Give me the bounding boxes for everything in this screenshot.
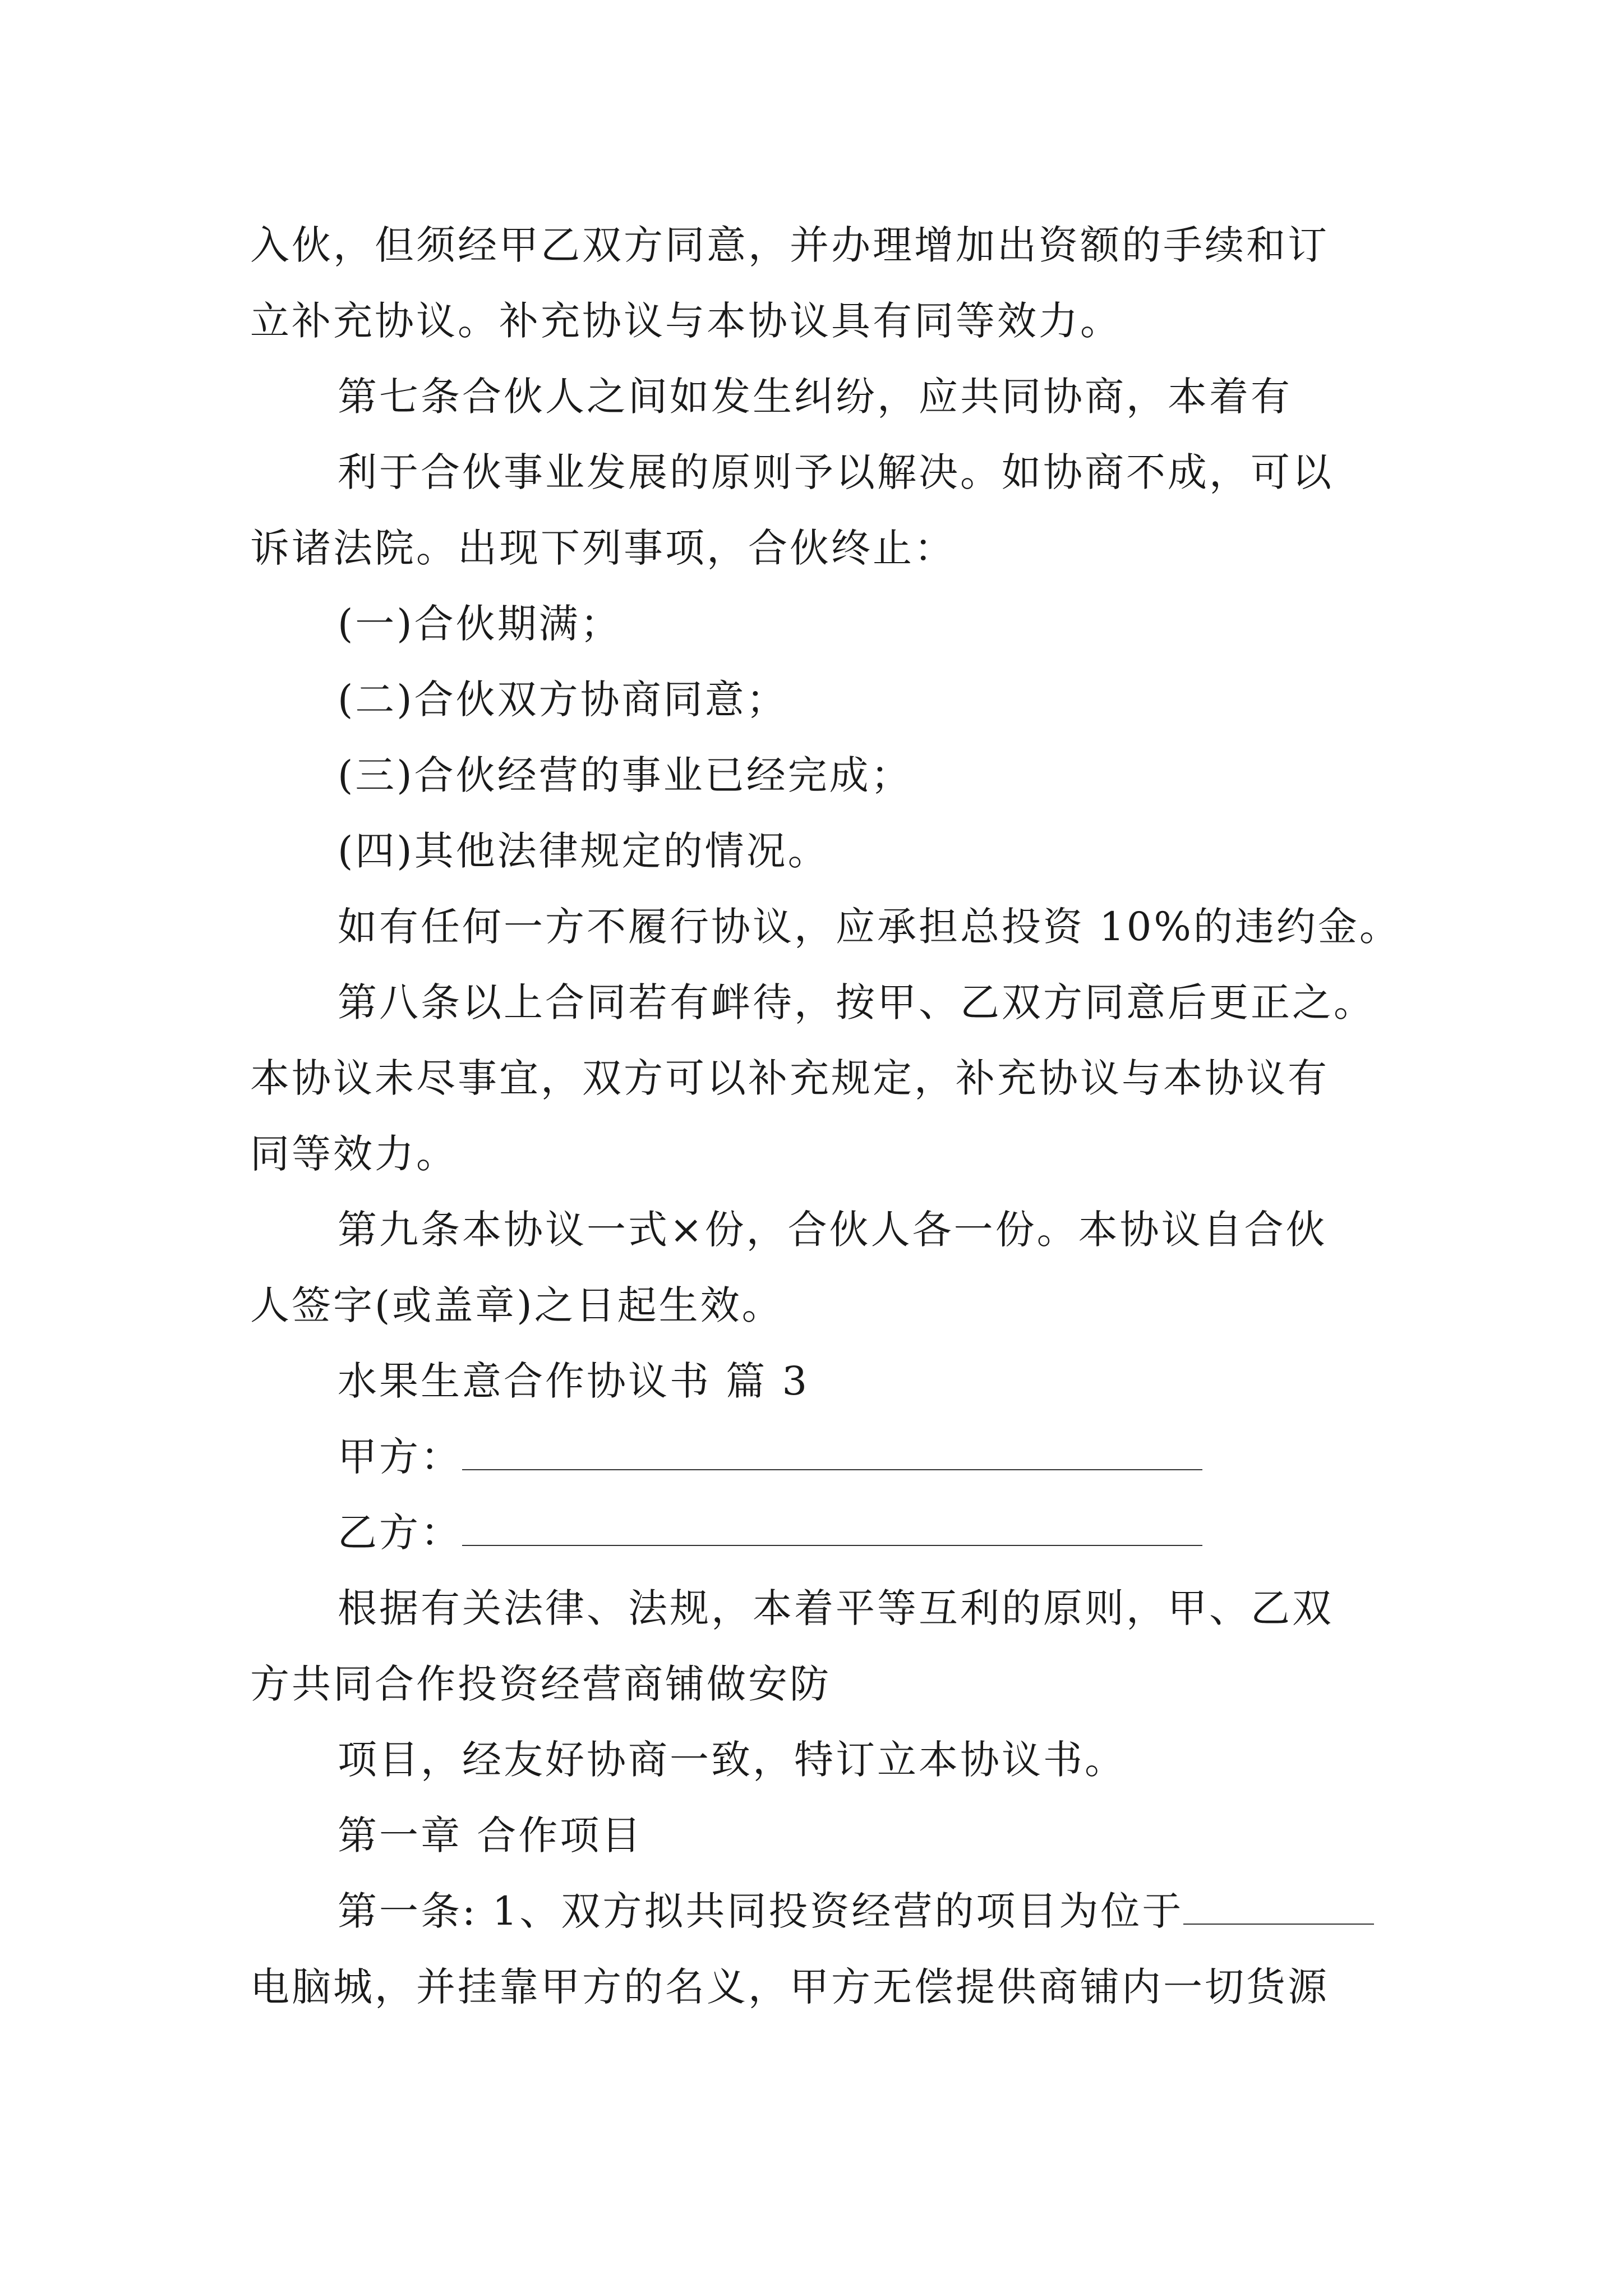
text-line: 本协议未尽事宜，双方可以补充规定，补充协议与本协议有 (250, 1055, 1329, 1101)
chapter-heading: 第一章 合作项目 (338, 1812, 643, 1858)
party-a-label: 甲方： (338, 1434, 462, 1480)
party-b-label: 乙方： (338, 1510, 462, 1556)
text-line: 根据有关法律、法规，本着平等互利的原则，甲、乙双 (338, 1585, 1334, 1631)
text-line: 第八条以上合同若有衅待，按甲、乙双方同意后更正之。 (338, 979, 1375, 1025)
location-blank (1183, 1919, 1374, 1925)
party-b-blank (462, 1540, 1202, 1546)
text-line: 电脑城，并挂靠甲方的名义，甲方无偿提供商铺内一切货源 (250, 1964, 1329, 2010)
party-a-row (338, 1432, 1202, 1482)
text-line: 诉诸法院。出现下列事项，合伙终止： (250, 525, 956, 571)
text-line: 利于合伙事业发展的原则予以解决。如协商不成，可以 (338, 449, 1334, 495)
list-item: (四)其他法律规定的情况。 (338, 828, 829, 874)
article-text: 第一条: 1、双方拟共同投资经营的项目为位于 (338, 1888, 1184, 1934)
list-item: (三)合伙经营的事业已经完成； (338, 752, 912, 798)
section-title: 水果生意合作协议书 篇 3 (338, 1358, 810, 1404)
text-line: 方共同合作投资经营商铺做安防 (250, 1661, 831, 1707)
party-a-blank (462, 1465, 1202, 1470)
text-line: 立补充协议。补充协议与本协议具有同等效力。 (250, 298, 1122, 344)
text-line: 如有任何一方不履行协议，应承担总投资 10%的违约金。 (338, 904, 1401, 950)
party-b-row (338, 1507, 1202, 1558)
list-item: (一)合伙期满； (338, 601, 622, 647)
text-line: 项目，经友好协商一致，特订立本协议书。 (338, 1737, 1126, 1783)
article-row (338, 1886, 1374, 1936)
text-line: 第九条本协议一式×份，合伙人各一份。本协议自合伙 (338, 1207, 1327, 1253)
text-line: 人签字(或盖章)之日起生效。 (250, 1282, 783, 1328)
text-line: 入伙，但须经甲乙双方同意，并办理增加出资额的手续和订 (250, 222, 1329, 268)
text-line: 第七条合伙人之间如发生纠纷，应共同协商，本着有 (338, 374, 1292, 420)
text-line: 同等效力。 (250, 1131, 458, 1177)
list-item: (二)合伙双方协商同意； (338, 677, 788, 723)
